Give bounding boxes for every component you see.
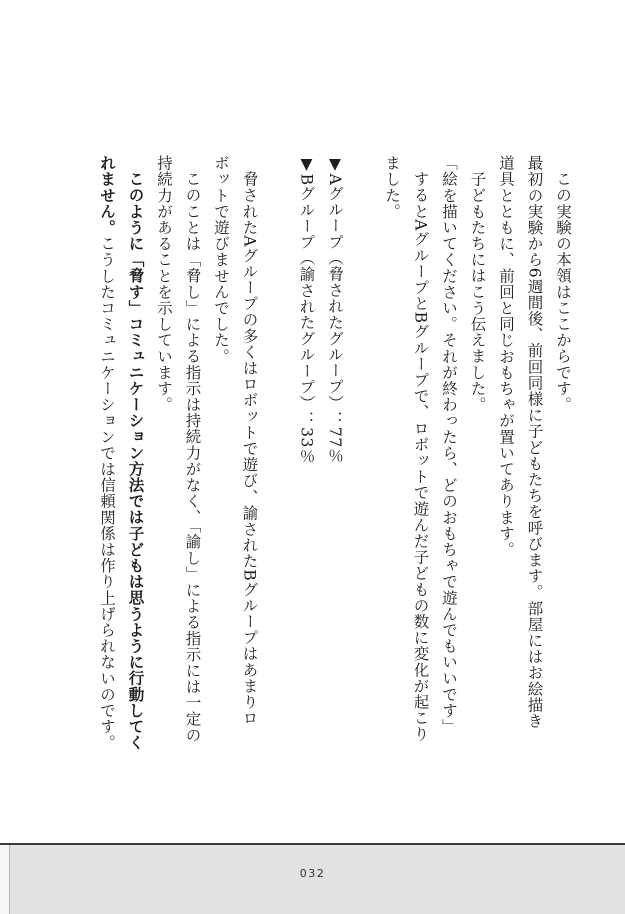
- result-line-b: ▼Bグループ（諭されたグループ）：33％: [297, 155, 316, 465]
- blank-line: [349, 155, 378, 775]
- text-line: ボットで遊びませんでした。: [212, 155, 230, 365]
- quote-line: 「絵を描いてください。それが終わったら、どのおもちゃで遊んでもいいです」: [440, 155, 458, 735]
- closing-line: [93, 155, 122, 775]
- emphasis-text: れません。: [98, 155, 117, 236]
- result-line-a: ▼Aグループ（脅されたグループ）：77％: [326, 155, 344, 464]
- text-line: このことは「脅し」による指示は持続力がなく、「諭し」による指示には一定の: [183, 170, 202, 743]
- page-footer: [0, 843, 625, 914]
- closing-text: こうしたコミュニケーションでは信頼関係は作り上げられないのです。: [98, 235, 116, 751]
- text-line: するとAグループとBグループで、ロボットで遊んだ子どもの数に変化が起こり: [411, 170, 430, 742]
- text-line: 持続力があることを示しています。: [155, 155, 173, 413]
- page-number: 032: [299, 867, 326, 880]
- body-text: [93, 155, 578, 775]
- text-line: 脅されたAグループの多くはロボットで遊び、諭されたBグループはあまりロ: [240, 170, 259, 726]
- text-line: 子どもたちにはこう伝えました。: [468, 170, 487, 412]
- text-line: ました。: [383, 155, 401, 220]
- text-line: 道具とともに、前回と同じおもちゃが置いてあります。: [497, 155, 515, 558]
- text-line: この実験の本領はここからです。: [554, 170, 572, 412]
- emphasis-line: このように「脅す」コミュニケーション方法では子どもは思うように行動してく: [126, 170, 146, 751]
- text-line: 最初の実験から6週間後、前回同様に子どもたちを呼びます。部屋にはお絵描き: [525, 155, 544, 729]
- blank-line: [264, 155, 293, 775]
